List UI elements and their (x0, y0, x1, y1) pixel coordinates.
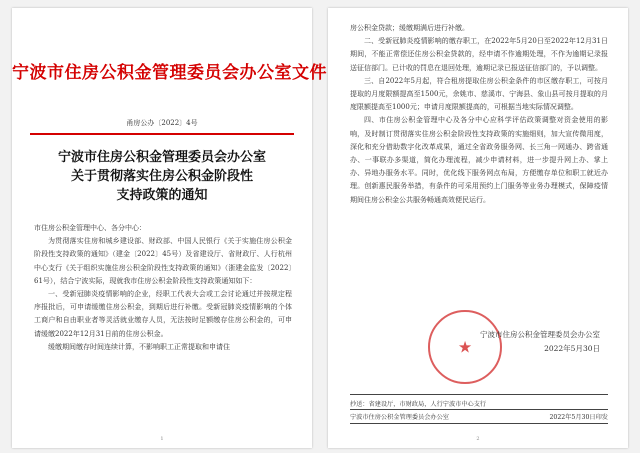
seal-star-icon: ★ (457, 337, 473, 357)
signature-block (480, 328, 600, 356)
issuer-line (350, 412, 608, 421)
body-paragraph: 四、市住房公积金管理中心及各分中心应科学评估政策调整对资金使用的影响，及时制订贯彻落实住房公积金阶段性支持政策的实施细则，加大宣传微用度，深化和充分借助数字化改革成果，通过全省政务服务网、长三角一网通办、跨省通办、一事联办多渠道，简化办理流程，减少申请材料，进一步提升网上办、掌上办、异地办服务水平。同时，优化线下服务网点布局，方便缴存单位和职工就近办理。创新惠民服务举措，有条件的可采用预约上门服务等业务办理模式，保障疫情期间住房公积金公共服务畅通高效便民运行。 (350, 116, 608, 204)
cc-line: 抄送：省建设厅，市财政局，人行宁波市中心支行 (350, 401, 487, 408)
document-page-left (12, 8, 327, 448)
page-number: 1 (160, 436, 164, 442)
notice-title-line: 支持政策的通知 (116, 188, 208, 203)
body-paragraph: 缓缴期间缴存时间连续计算，不影响职工正常提取和申请住 (48, 342, 230, 351)
document-page-right (328, 8, 628, 448)
red-header-title: 宁波市住房公积金管理委员会办公室文件 (12, 63, 327, 83)
footer-rule-bottom (350, 423, 608, 424)
body-paragraph: 市住房公积金管理中心、各分中心： (34, 224, 146, 232)
footer-rule-middle (350, 409, 608, 410)
right-body-text (350, 22, 608, 207)
footer-rule-top (350, 394, 608, 395)
notice-title-line: 宁波市住房公积金管理委员会办公室 (57, 150, 266, 165)
signature-date: 2022年5月30日 (544, 344, 600, 353)
body-paragraph: 三、自2022年5月起，符合租房提取住房公积金条件的市区缴存职工，可按月提取的月度限额提高至1500元，余姚市、慈溪市、宁海县、象山县可按月提取的月度限额提高至1000元；申请月度限额提高的，可根据当地实际情况调整。 (350, 76, 608, 112)
notice-title (12, 148, 312, 205)
body-paragraph: 一、受新冠肺炎疫情影响的企业，经职工代表大会或工会讨论通过并按规定程序报批后，可申请缓缴住房公积金，到期后进行补缴。受新冠肺炎疫情影响的个体工商户和自由职业者等灵活就业缴存人员，无法按时足额缴存住房公积金的，可申请缓缴2022年12月31日前的住房公积金。 (34, 290, 292, 338)
signature-organization: 宁波市住房公积金管理委员会办公室 (480, 330, 600, 339)
notice-title-line: 关于贯彻落实住房公积金阶段性 (70, 169, 253, 184)
issuer-name: 宁波市住房公积金管理委员会办公室 (350, 414, 449, 421)
red-header-rule (30, 133, 294, 135)
body-paragraph: 二、受新冠肺炎疫情影响的缴存职工，在2022年5月20日至2022年12月31日期间，不能正常偿还住房公积金贷款的，经申请不作逾期处理，不作为逾期记录报送征信部门。已计收的罚息在退回处理，逾期记录已报送征信部门的，予以调整。 (350, 37, 608, 72)
body-paragraph: 为贯彻落实住房和城乡建设部、财政部、中国人民银行《关于实施住房公积金阶段性支持政策的通知》（建金〔2022〕45号）及省建设厅、省财政厅、人行杭州中心支行《关于组织实施住房公积金阶段性支持政策的通知》（浙建金监发〔2022〕61号），结合宁波实际，现就我市住房公积金阶段性支持政策通知如下： (34, 237, 292, 285)
document-number: 甬房公办〔2022〕4号 (126, 119, 198, 127)
page-number: 2 (476, 436, 480, 442)
left-body-text (34, 222, 292, 354)
issue-date: 2022年5月30日印发 (549, 414, 608, 421)
body-paragraph: 房公积金贷款；缓缴期满后进行补缴。 (350, 24, 469, 32)
